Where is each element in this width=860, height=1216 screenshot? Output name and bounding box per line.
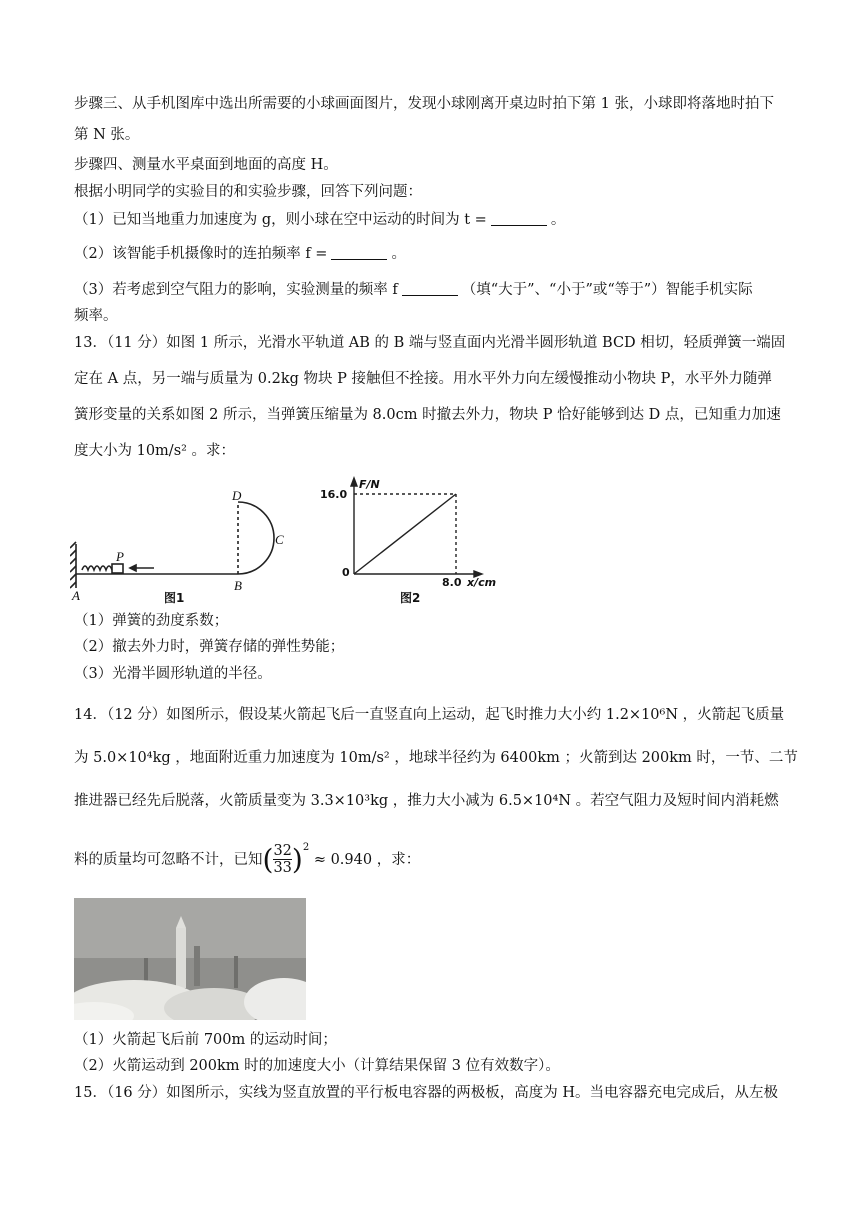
label-c: C — [275, 532, 284, 547]
answer-blank — [402, 281, 458, 296]
question-1: （1）已知当地重力加速度为 g，则小球在空中运动的时间为 t = 。 — [74, 212, 566, 228]
question-3: （3）若考虑到空气阻力的影响，实验测量的频率 f （填“大于”、“小于”或“等于”）智能手机实际 — [74, 282, 753, 298]
figure-1 — [70, 488, 300, 606]
x-axis-label: x/cm — [467, 576, 497, 589]
problem-14-sub1: （1）火箭起飞后前 700m 的运动时间； — [74, 1032, 337, 1048]
problem-13-sub1: （1）弹簧的劲度系数； — [74, 613, 229, 629]
problem-14-line1: 14．（12 分）如图所示，假设某火箭起飞后一直竖直向上运动，起飞时推力大小约 1.2×10⁶N ，火箭起飞质量 — [74, 707, 785, 723]
problem-13-sub3: （3）光滑半圆形轨道的半径。 — [74, 666, 272, 682]
problem-14-sub2: （2）火箭运动到 200km 时的加速度大小（计算结果保留 3 位有效数字）。 — [74, 1058, 560, 1074]
text-step3: 步骤三、从手机图库中选出所需要的小球画面图片，发现小球刚离开桌边时拍下第 1 张，小球即将落地时拍下 — [74, 96, 774, 112]
y-tick-label: 16.0 — [320, 488, 348, 501]
figure-2-caption: 图2 — [400, 591, 421, 605]
force-line — [354, 494, 456, 574]
question-3-text: （3）若考虑到空气阻力的影响，实验测量的频率 f — [74, 282, 398, 298]
question-3-cont: 频率。 — [74, 308, 118, 324]
problem-14-line2: 为 5.0×10⁴kg ，地面附近重力加速度为 10m/s² ，地球半径约为 6400km ；火箭到达 200km 时，一节、二节 — [74, 750, 798, 766]
semicircle-track — [238, 502, 274, 574]
y-axis-label: F/N — [359, 478, 380, 491]
figure-2 — [318, 476, 518, 608]
label-a: A — [72, 588, 80, 603]
label-b: B — [234, 578, 242, 593]
problem-13-line2: 定在 A 点，另一端与质量为 0.2kg 物块 P 接触但不拴接。用水平外力向左缓慢推动小物块 P，水平外力随弹 — [74, 371, 772, 387]
figure-1-caption: 图1 — [164, 591, 185, 605]
question-2: （2）该智能手机摄像时的连拍频率 f = 。 — [74, 246, 406, 262]
problem-15-line1: 15．（16 分）如图所示，实线为竖直放置的平行板电容器的两极板，高度为 H。当电容器充电完成后，从左极 — [74, 1085, 779, 1101]
origin-label: 0 — [342, 566, 350, 579]
x-tick-label: 8.0 — [442, 576, 462, 589]
block-p — [112, 564, 123, 573]
problem-13-line3: 簧形变量的关系如图 2 所示，当弹簧压缩量为 8.0cm 时撤去外力，物块 P 恰好能够到达 D 点，已知重力加速 — [74, 407, 781, 423]
problem-13-sub2: （2）撤去外力时，弹簧存储的弹性势能； — [74, 639, 345, 655]
label-p: P — [116, 549, 124, 564]
spring — [82, 566, 112, 570]
problem-14-line3: 推进器已经先后脱落，火箭质量变为 3.3×10³kg ，推力大小减为 6.5×10⁴N 。若空气阻力及短时间内消耗燃 — [74, 793, 779, 809]
question-1-text: （1）已知当地重力加速度为 g，则小球在空中运动的时间为 t = — [74, 212, 487, 228]
problem-13-line1: 13．（11 分）如图 1 所示，光滑水平轨道 AB 的 B 端与竖直面内光滑半圆形轨道 BCD 相切，轻质弹簧一端固 — [74, 335, 786, 351]
label-d: D — [232, 488, 242, 503]
answer-blank — [331, 245, 387, 260]
question-2-text: （2）该智能手机摄像时的连拍频率 f = — [74, 246, 328, 262]
text-step3-cont: 第 N 张。 — [74, 127, 140, 143]
fraction: $\frac{32}{33}$ — [273, 843, 292, 877]
text-intro: 根据小明同学的实验目的和实验步骤，回答下列问题： — [74, 184, 422, 200]
rocket-launch-photo — [74, 898, 306, 1020]
problem-14-line4: 料的质量均可忽略不计，已知( $\frac{32}{33}$ )$^2$ ≈ 0.940 ，求： — [74, 842, 421, 877]
answer-blank — [491, 211, 547, 226]
text-step4: 步骤四、测量水平桌面到地面的高度 H。 — [74, 157, 338, 173]
problem-13-line4: 度大小为 10m/s² 。求： — [74, 443, 236, 459]
